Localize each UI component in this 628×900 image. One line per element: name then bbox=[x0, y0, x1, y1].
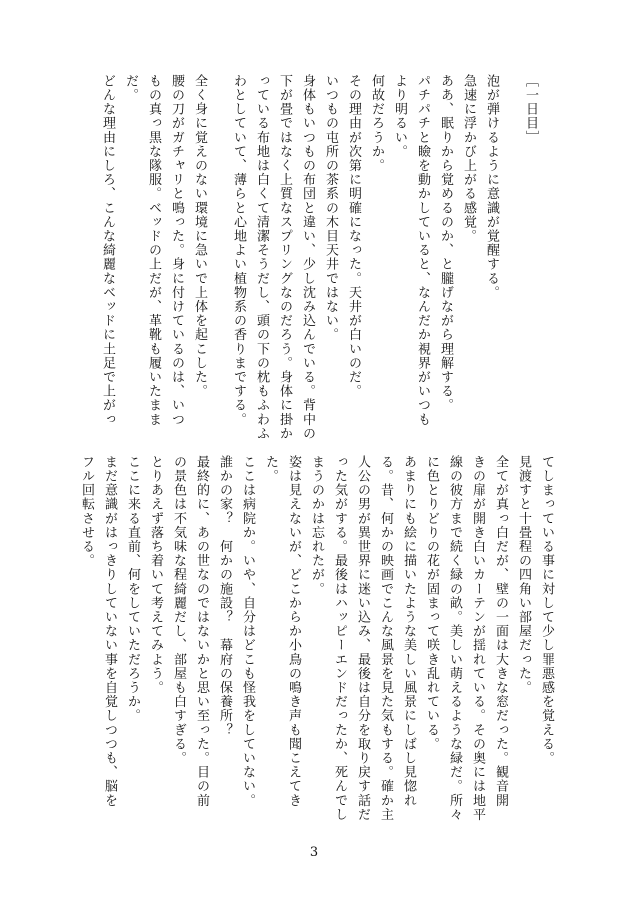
text-line: た。 bbox=[263, 455, 278, 484]
text-line: ああ、眠りから覚めるのか、と朧げながら理解する。 bbox=[438, 74, 453, 413]
text-line: きの扉が開き白いカーテンが揺れている。その奥には地平 bbox=[470, 455, 485, 822]
text-line: その理由が次第に明確になった。天井が白いのだ。 bbox=[346, 74, 361, 399]
text-line: に色とりどりの花が固まって咲き乱れている。 bbox=[424, 455, 439, 752]
text-line: 下が畳ではなく上質なスプリングなのだろう。身体に掛か bbox=[277, 74, 292, 441]
text-line: だ。 bbox=[123, 74, 138, 103]
text-line: ［一日目］ bbox=[523, 74, 538, 145]
text-line: とりあえず落ち着いて考えてみよう。 bbox=[148, 455, 163, 695]
line-gap bbox=[503, 74, 519, 419]
text-line: いつもの屯所の茶系の木目天井ではない。 bbox=[323, 74, 338, 342]
text-line: ここに来る直前、何をしていただろうか。 bbox=[125, 455, 140, 723]
text-column-top bbox=[96, 74, 542, 441]
text-column-bottom bbox=[75, 455, 558, 822]
text-line: 最終的に、あの世なのではないかと思い至った。目の前 bbox=[194, 455, 209, 808]
text-line: てしまっている事に対して少し罪悪感を覚える。 bbox=[539, 455, 554, 766]
text-line: 全く身に覚えのない環境に急いで上体を起こした。 bbox=[192, 74, 207, 399]
text-line: った気がする。最後はハッピーエンドだったか、死んでし bbox=[332, 455, 347, 822]
text-line: 全てが真っ白だが、壁の一面は大きな窓だった。観音開 bbox=[493, 455, 508, 808]
text-line: まだ意識がはっきりしていない事を自覚しつつも、脳を bbox=[102, 455, 117, 808]
text-line: る。昔、何かの映画でこんな風景を見た気もする。確か主 bbox=[378, 455, 393, 822]
page-number: 3 bbox=[309, 845, 319, 860]
text-line: パチパチと瞼を動かしていると、なんだか視界がいつも bbox=[415, 74, 430, 427]
text-line: もの真っ黒な隊服。ベッドの上だが、革靴も履いたまま bbox=[146, 74, 161, 427]
text-line: 人公の男が異世界に迷い込み、最後は自分を取り戻す話だ bbox=[355, 455, 370, 822]
text-line: 何故だろうか。 bbox=[369, 74, 384, 173]
text-line: フル回転させる。 bbox=[79, 455, 94, 568]
text-line: 姿は見えないが、どこからか小鳥の鳴き声も聞こえてき bbox=[286, 455, 301, 808]
text-line: っている布地は白くて清潔そうだし、頭の下の枕もふわふ bbox=[254, 74, 269, 441]
text-line: の景色は不気味な程綺麗だし、部屋も白すぎる。 bbox=[171, 455, 186, 766]
text-line: 泡が弾けるように意識が覚醒する。 bbox=[484, 74, 499, 300]
text-line: まうのかは忘れたが。 bbox=[309, 455, 324, 596]
text-line: 急速に浮かび上がる感覚。 bbox=[461, 74, 476, 244]
text-line: 身体もいつもの布団と違い、少し沈み込んでいる。背中の bbox=[300, 74, 315, 441]
text-line: どんな理由にしろ、こんな綺麗なベッドに土足で上がっ bbox=[100, 74, 115, 427]
text-line: より明るい。 bbox=[392, 74, 407, 159]
text-line: 見渡すと十畳程の四角い部屋だった。 bbox=[516, 455, 531, 695]
text-line: ここは病院か。いや、自分はどこも怪我をしていない。 bbox=[240, 455, 255, 808]
text-line: わとしていて、薄らと心地よい植物系の香りまでする。 bbox=[231, 74, 246, 427]
text-line: 腰の刀がガチャリと鳴った。身に付けているのは、いつ bbox=[169, 74, 184, 427]
text-line: 誰かの家？ 何かの施設？ 幕府の保養所？ bbox=[217, 455, 232, 737]
text-line: あまりにも絵に描いたような美しい風景にしばし見惚れ bbox=[401, 455, 416, 808]
text-line: 線の彼方まで続く緑の畝。美しい萌えるような緑だ。所々 bbox=[447, 455, 462, 822]
line-gap bbox=[211, 74, 227, 419]
